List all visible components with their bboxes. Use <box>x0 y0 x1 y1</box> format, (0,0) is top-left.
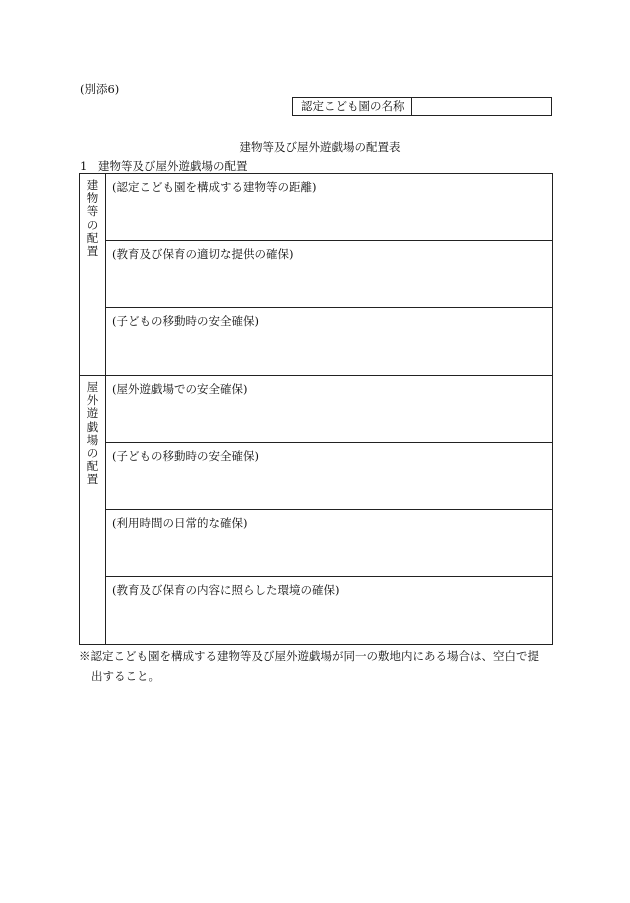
playground-group <box>80 376 552 644</box>
table-row[interactable]: (認定こども園を構成する建物等の距離) <box>106 174 552 241</box>
playground-group-rows <box>106 376 552 644</box>
footnote-line: ※認定こども園を構成する建物等及び屋外遊戯場が同一の敷地内にある場合は、空白で提 <box>79 649 539 663</box>
group-label-char: 置 <box>86 472 99 487</box>
group-label-char: 戯 <box>86 419 99 434</box>
section-number: 1 <box>80 159 88 173</box>
buildings-group-rows <box>106 174 552 375</box>
group-label-char: 配 <box>86 230 99 245</box>
playground-group-label <box>80 376 106 644</box>
layout-table <box>79 173 553 645</box>
table-row[interactable]: (子どもの移動時の安全確保) <box>106 443 552 510</box>
buildings-group-label <box>80 174 106 375</box>
table-row[interactable]: (利用時間の日常的な確保) <box>106 510 552 577</box>
section-heading-text: 建物等及び屋外遊戯場の配置 <box>98 159 248 173</box>
attachment-label: (別添6) <box>80 82 120 96</box>
group-label-char: 屋 <box>86 380 99 394</box>
table-row[interactable]: (教育及び保育の内容に照らした環境の確保) <box>112 583 340 597</box>
section-heading <box>80 158 248 174</box>
footnote <box>79 646 559 686</box>
footnote-line: 出すること。 <box>91 669 160 683</box>
table-row[interactable]: (教育及び保育の適切な提供の確保) <box>106 241 552 308</box>
table-row[interactable]: (屋外遊戯場での安全確保) <box>106 376 552 443</box>
facility-name-box <box>292 97 552 116</box>
group-label-char: 置 <box>86 244 99 259</box>
group-label-char: 物 <box>86 191 99 206</box>
table-row[interactable]: (子どもの移動時の安全確保) <box>112 314 259 328</box>
group-label-char: の <box>86 446 99 461</box>
facility-name-label: 認定こども園の名称 <box>293 98 412 115</box>
document-title: 建物等及び屋外遊戯場の配置表 <box>239 140 401 154</box>
group-label-char: 遊 <box>86 406 99 421</box>
group-label-char: 外 <box>86 393 99 408</box>
group-label-char: 建 <box>86 178 99 192</box>
buildings-group <box>80 174 552 376</box>
group-label-char: 場 <box>86 432 99 447</box>
group-label-char: の <box>86 217 99 232</box>
facility-name-field[interactable] <box>412 98 551 115</box>
group-label-char: 等 <box>86 204 99 219</box>
group-label-char: 配 <box>86 459 99 474</box>
